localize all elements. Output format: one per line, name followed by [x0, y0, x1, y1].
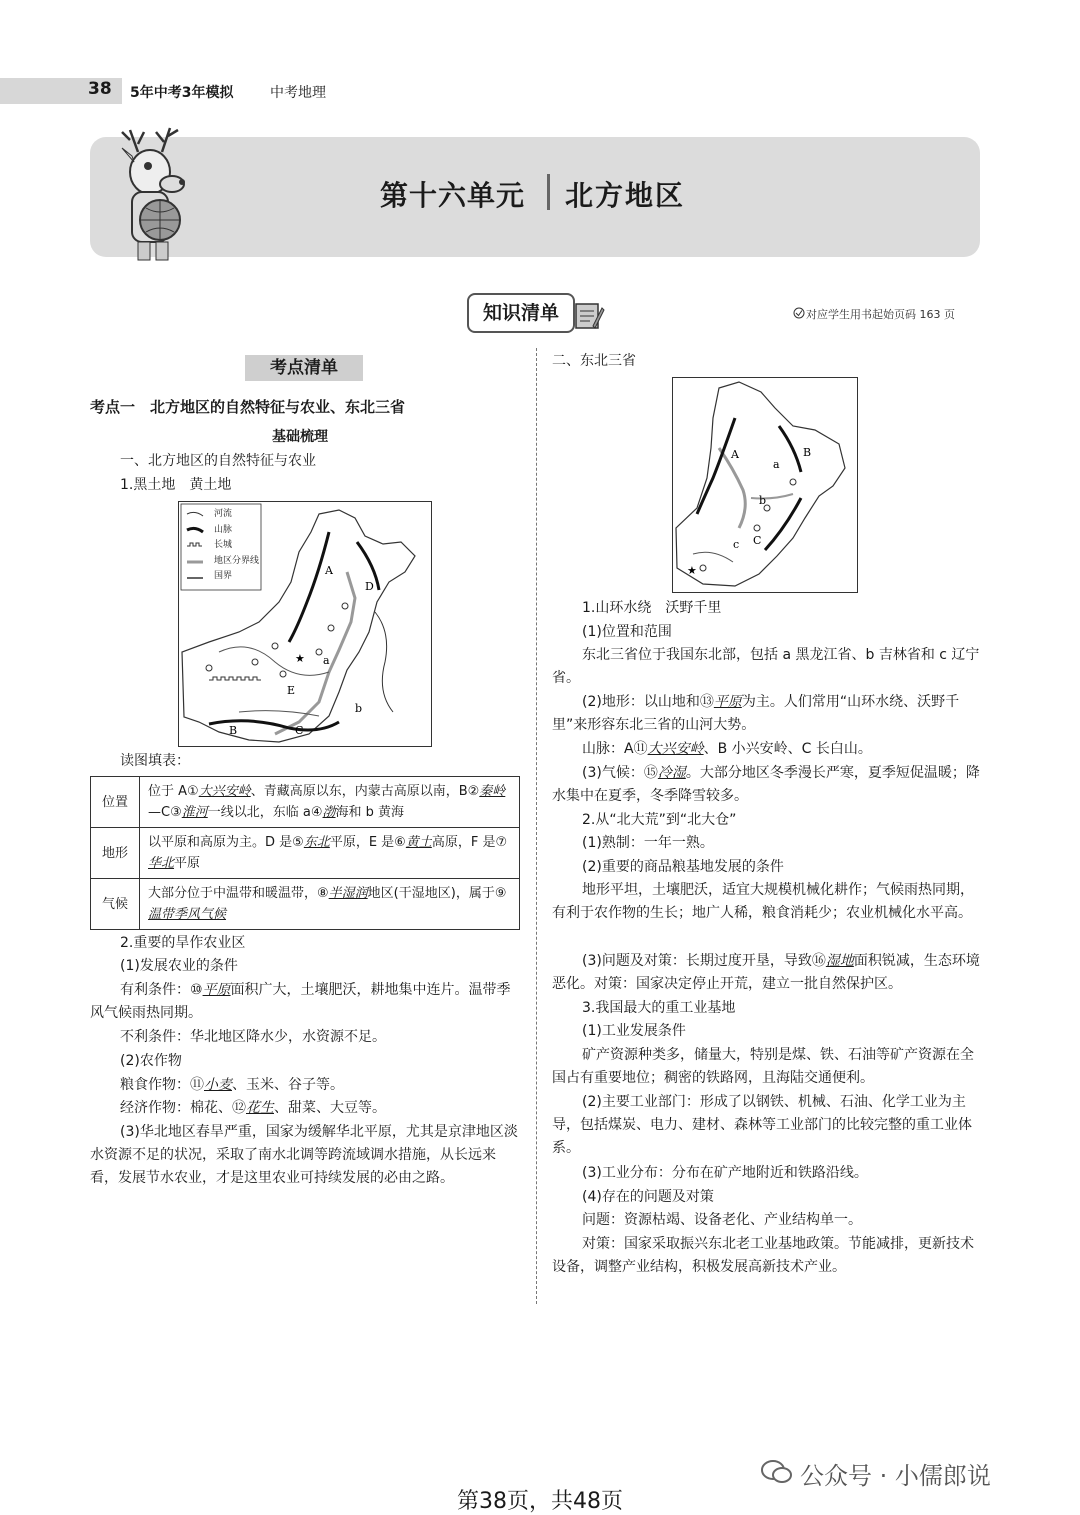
mountains-text: 山脉：A⑪大兴安岭、B 小兴安岭、C 长白山。 [582, 741, 872, 757]
legend-river: 河流 [214, 509, 233, 519]
position-text: 东北三省位于我国东北部，包括 a 黑龙江省、b 吉林省和 c 辽宁省。 [552, 647, 980, 686]
climate-text: (3)气候：⑮冷湿。大部分地区冬季漫长严寒，夏季短促温暖；降水集中在夏季，冬季降雪较多。 [552, 765, 980, 804]
watermark: 公众号 · 小儒郎说 [800, 1462, 991, 1490]
svg-text:★: ★ [295, 652, 305, 665]
label-C: C [753, 534, 762, 547]
page-number: 38 [88, 79, 112, 99]
section-title: 知识清单 [467, 293, 575, 333]
row-head: 地形 [91, 828, 140, 879]
subsection-2: 2.从“北大荒”到“北大仓” [582, 812, 737, 828]
column-divider [536, 348, 537, 1304]
heading-2: 2.重要的旱作农业区 [120, 935, 246, 951]
grain-crops: 粮食作物：⑪小麦、玉米、谷子等。 [120, 1077, 344, 1093]
terrain-text: (2)地形：以山地和⑬平原为主。人们常用“山环水绕、沃野千里”来形容东北三省的山河大势。 [552, 694, 960, 733]
paragraph-3: (3)华北地区春旱严重，国家为缓解华北平原，尤其是京津地区淡水资源不足的状况，采取了南水北调等跨流域调水措施，从长远来看，发展节水农业，才是这里农业可持续发展的必由之路。 [90, 1124, 518, 1186]
label-A: A [731, 448, 739, 461]
svg-text:★: ★ [687, 564, 697, 577]
reference-note: 对应学生用书起始页码 163 页 [806, 308, 955, 321]
subsection-2-1: (1)熟制：一年一熟。 [582, 835, 714, 851]
cash-crops: 经济作物：棉花、⑫花生、甜菜、大豆等。 [120, 1100, 386, 1116]
legend-mountain: 山脉 [214, 524, 233, 535]
label-D: D [365, 580, 374, 593]
row-content: 位于 A①大兴安岭、青藏高原以东，内蒙古高原以南，B②秦岭—C③淮河一线以北，东临 a④渤海和 b 黄海 [140, 777, 520, 828]
favorable-conditions: 有利条件：⑩平原面积广大，土壤肥沃，耕地集中连片。温带季风气候雨热同期。 [90, 982, 511, 1021]
subsection-3-4: (4)存在的问题及对策 [582, 1189, 714, 1205]
title-divider [547, 174, 550, 210]
subsection-2-2: (2)重要的商品粮基地发展的条件 [582, 859, 784, 875]
problems-text: (3)问题及对策：长期过度开垦，导致⑯湿地面积锐减，生态环境恶化。对策：国家决定停止开荒，建立一批自然保护区。 [552, 953, 980, 992]
table-row [91, 828, 520, 879]
grain-base-text: 地形平坦，土壤肥沃，适宜大规模机械化耕作；气候雨热同期，有利于农作物的生长；地广人稀，粮食消耗少；农业机械化水平高。 [552, 882, 974, 921]
table-row [91, 777, 520, 828]
label-a: a [773, 458, 780, 471]
unit-name: 北方地区 [565, 179, 686, 212]
map-drawing [673, 378, 857, 592]
label-B: B [229, 724, 238, 737]
heading-2-2: (2)农作物 [120, 1053, 182, 1069]
check-circle-icon [793, 307, 805, 319]
industry-sectors: (2)主要工业部门：形成了以钢铁、机械、石油、化学工业为主导，包括煤炭、电力、建材、森林等工业部门的比较完整的重工业体系。 [552, 1094, 972, 1156]
label-C: C [295, 724, 304, 737]
legend-boundary: 地区分界线 [214, 555, 260, 566]
heading-2-1: (1)发展农业的条件 [120, 958, 238, 974]
label-b: b [355, 702, 363, 715]
industry-distribution: (3)工业分布：分布在矿产地附近和铁路沿线。 [582, 1165, 868, 1181]
industry-conditions: 矿产资源种类多，储量大，特别是煤、铁、石油等矿产资源在全国占有重要地位；稠密的铁路网，且海陆交通便利。 [552, 1047, 974, 1086]
countermeasures: 对策：国家采取振兴东北老工业基地政策。节能减排，更新技术设备，调整产业结构，积极发展高新技术产业。 [552, 1236, 974, 1275]
unit-title: 第十六单元 [380, 179, 526, 212]
subject-title: 中考地理 [270, 85, 326, 101]
row-head: 气候 [91, 879, 140, 930]
label-a: a [323, 654, 330, 667]
label-E: E [287, 684, 296, 697]
row-content: 以平原和高原为主。D 是⑤东北平原，E 是⑥黄土高原，F 是⑦华北平原 [140, 828, 520, 879]
subsection-3: 3.我国最大的重工业基地 [582, 1000, 736, 1016]
label-c: c [733, 538, 740, 551]
read-map-label: 读图填表： [120, 753, 190, 769]
problems: 问题：资源枯竭、设备老化、产业结构单一。 [582, 1212, 862, 1228]
heading-1: 一、北方地区的自然特征与农业 [120, 453, 316, 469]
legend-great-wall: 长城 [214, 540, 233, 550]
page-footer: 第38页，共48页 [457, 1489, 623, 1514]
wechat-icon [760, 1458, 794, 1486]
label-b: b [759, 494, 767, 507]
subheading: 基础梳理 [272, 429, 328, 445]
table-row [91, 879, 520, 930]
fill-table [90, 776, 520, 930]
section-tag: 考点清单 [245, 355, 363, 381]
row-content: 大部分位于中温带和暖温带，⑧半湿润地区(干湿地区)，属于⑨温带季风气候 [140, 879, 520, 930]
notebook-icon [573, 300, 605, 332]
subsection-3-1: (1)工业发展条件 [582, 1023, 686, 1039]
northeast-map [672, 377, 858, 593]
heading-northeast: 二、东北三省 [552, 353, 636, 369]
row-head: 位置 [91, 777, 140, 828]
subsection-1: 1.山环水绕 沃野千里 [582, 600, 722, 616]
unit-banner [90, 137, 980, 257]
label-B: B [803, 446, 812, 459]
topic-heading: 考点一 北方地区的自然特征与农业、东北三省 [90, 398, 406, 416]
subsection-1-1: (1)位置和范围 [582, 624, 672, 640]
label-A: A [325, 564, 333, 577]
map-legend [214, 507, 259, 585]
unfavorable-conditions: 不利条件：华北地区降水少，水资源不足。 [120, 1029, 386, 1045]
heading-1-1: 1.黑土地 黄土地 [120, 477, 232, 493]
deer-mascot-icon [100, 122, 200, 267]
legend-border: 国界 [214, 571, 233, 581]
book-title: 5年中考3年模拟 [130, 85, 234, 101]
